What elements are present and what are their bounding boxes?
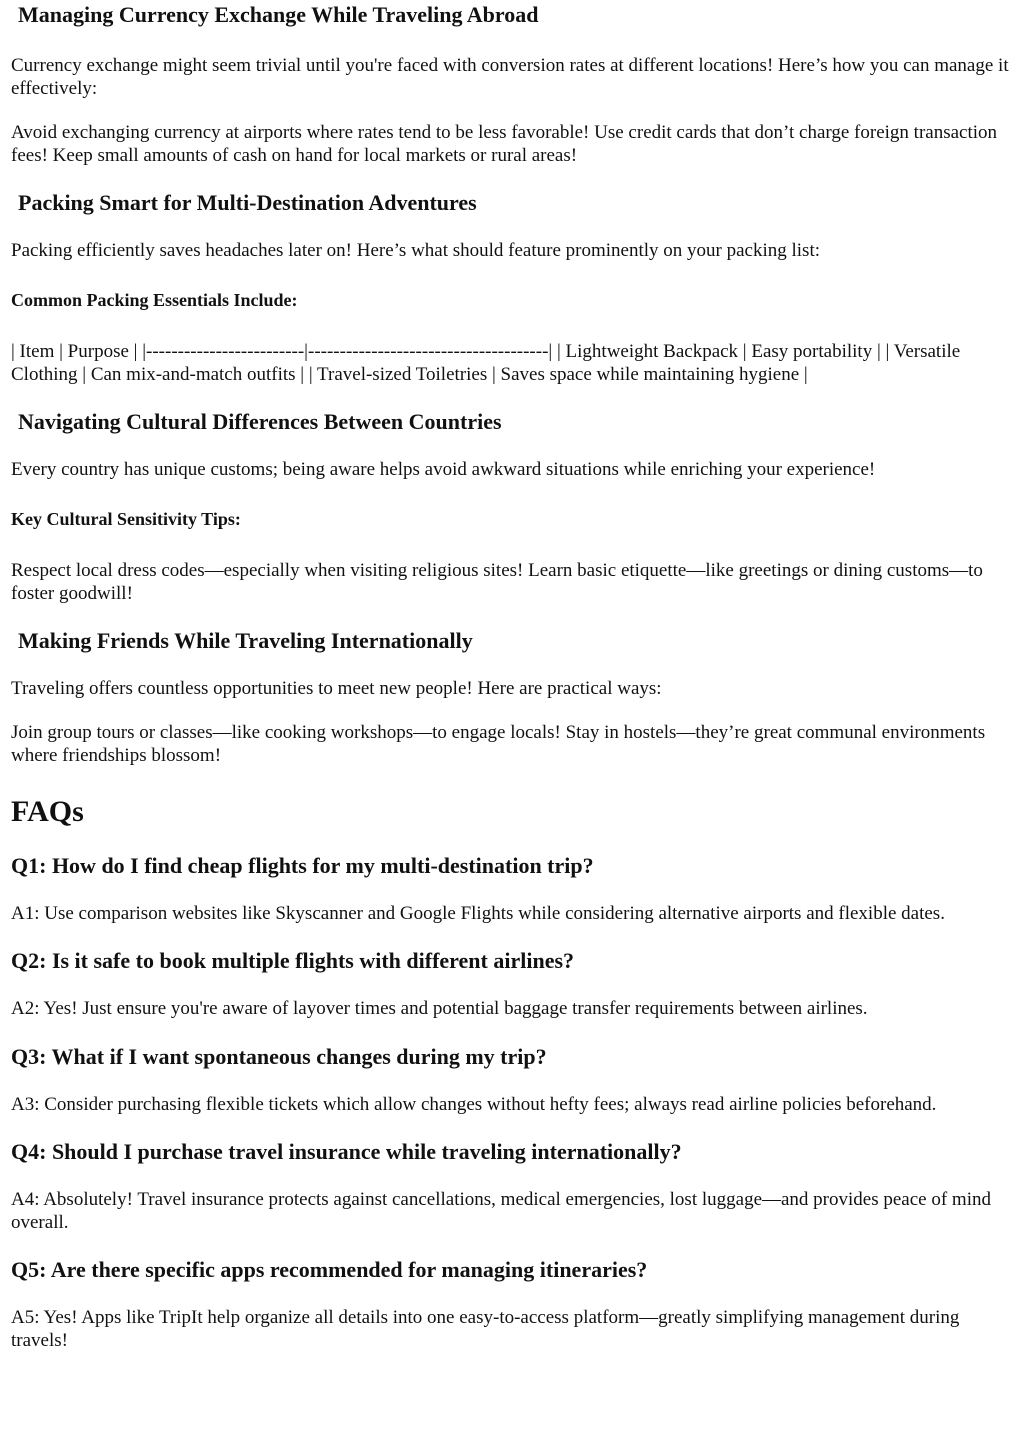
section-body-culture: Respect local dress codes—especially when visiting religious sites! Learn basic etiquette—like greetings or dining customs—to foster goodwill!: [11, 560, 983, 604]
section-title-friends: Making Friends While Traveling Internationally: [18, 628, 473, 653]
faq-question: Q3: What if I want spontaneous changes during my trip?: [11, 1044, 547, 1069]
article-page: [0, 1, 1024, 1352]
section-intro-friends: Traveling offers countless opportunities to meet new people! Here are practical ways:: [11, 678, 662, 699]
section-body-currency: Avoid exchanging currency at airports where rates tend to be less favorable! Use credit cards that don’t charge foreign transaction fees! Keep small amounts of cash on hand for local markets or rural areas!: [11, 122, 998, 166]
faq-question: Q1: How do I find cheap flights for my multi-destination trip?: [11, 853, 594, 878]
faq-item: [11, 1256, 1013, 1352]
subheading-packing-essentials: Common Packing Essentials Include:: [11, 290, 298, 310]
faq-answer: A4: Absolutely! Travel insurance protects against cancellations, medical emergencies, lost luggage—and provides peace of mind overall.: [11, 1189, 991, 1233]
faq-item: [11, 1138, 1013, 1234]
faq-item: [11, 852, 1013, 925]
packing-table-text: | Item | Purpose | |-------------------------|--------------------------------------| | Lightweight Backpack | Easy portability | | Versatile Clothing | Can mix-and-match outfits | | Travel-sized Toiletries | Saves space while maintaining hygiene |: [11, 341, 961, 385]
section-intro-currency: Currency exchange might seem trivial until you're faced with conversion rates at different locations! Here’s how you can manage it effectively:: [11, 55, 1009, 99]
section-intro-culture: Every country has unique customs; being aware helps avoid awkward situations while enriching your experience!: [11, 459, 876, 480]
faq-item: [11, 947, 1013, 1020]
section-title-currency: Managing Currency Exchange While Traveling Abroad: [18, 2, 539, 27]
faq-answer: A5: Yes! Apps like TripIt help organize all details into one easy-to-access platform—greatly simplifying management during travels!: [11, 1307, 960, 1351]
subheading-cultural-tips: Key Cultural Sensitivity Tips:: [11, 509, 241, 529]
section-title-culture: Navigating Cultural Differences Between Countries: [18, 409, 502, 434]
faq-question: Q5: Are there specific apps recommended for managing itineraries?: [11, 1257, 648, 1282]
faq-question: Q2: Is it safe to book multiple flights with different airlines?: [11, 948, 575, 973]
section-title-packing: Packing Smart for Multi-Destination Adventures: [18, 190, 477, 215]
faq-answer: A3: Consider purchasing flexible tickets which allow changes without hefty fees; always read airline policies beforehand.: [11, 1094, 937, 1115]
faq-item: [11, 1043, 1013, 1116]
faq-heading: FAQs: [11, 795, 84, 828]
faq-answer: A1: Use comparison websites like Skyscanner and Google Flights while considering alternative airports and flexible dates.: [11, 903, 945, 924]
section-intro-packing: Packing efficiently saves headaches later on! Here’s what should feature prominently on your packing list:: [11, 240, 821, 261]
section-body-friends: Join group tours or classes—like cooking workshops—to engage locals! Stay in hostels—they’re great communal environments where friendships blossom!: [11, 722, 986, 766]
faq-question: Q4: Should I purchase travel insurance while traveling internationally?: [11, 1139, 682, 1164]
faq-answer: A2: Yes! Just ensure you're aware of layover times and potential baggage transfer requirements between airlines.: [11, 998, 868, 1019]
